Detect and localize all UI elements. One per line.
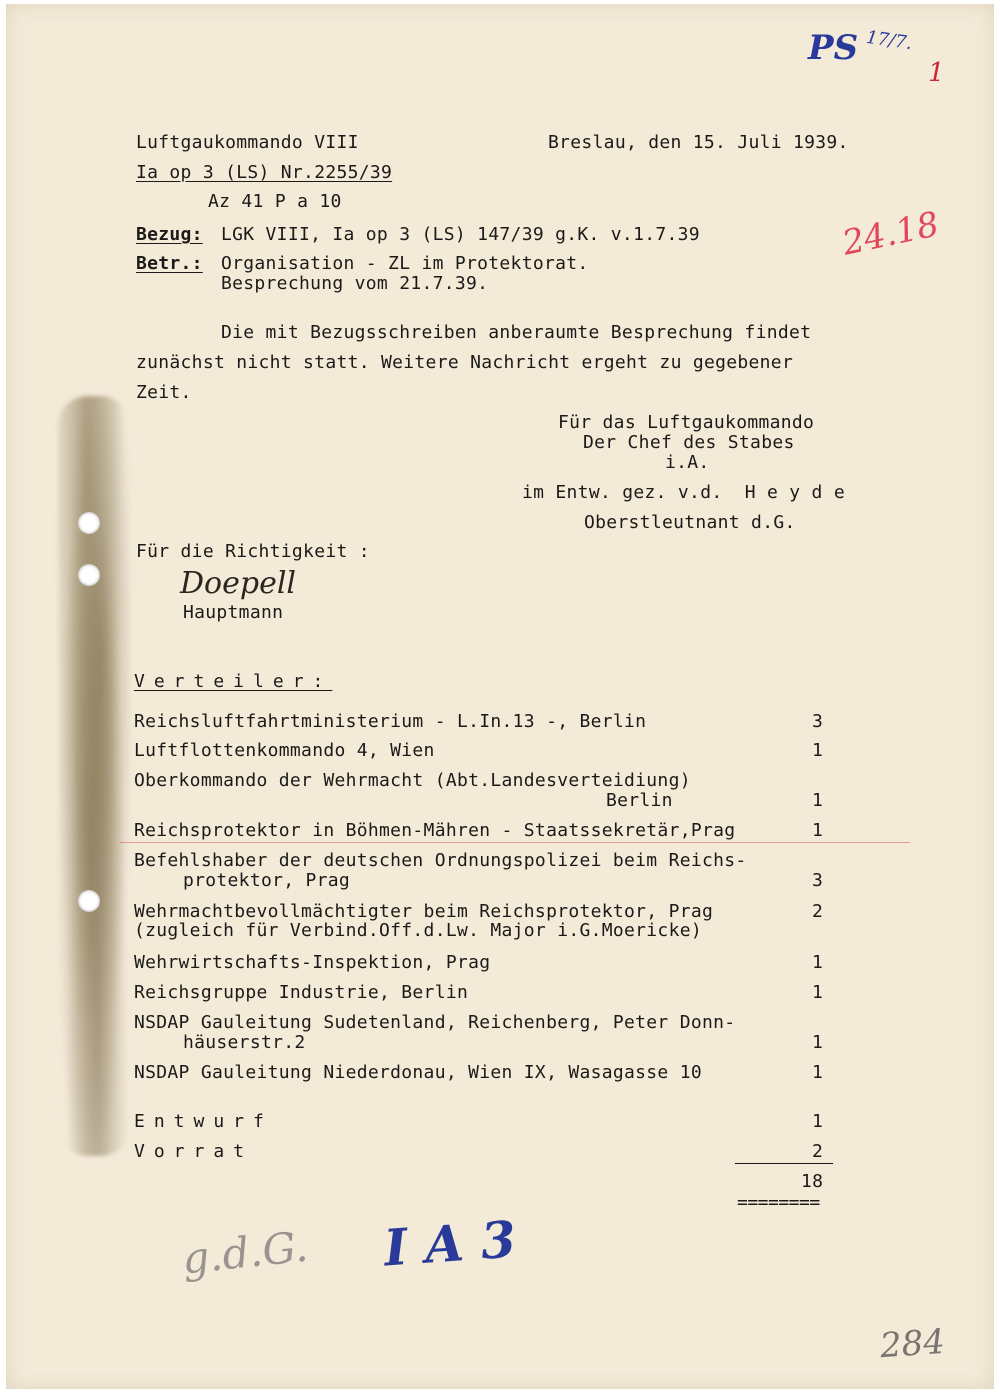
signature-line5: Oberstleutnant d.G. (584, 512, 796, 533)
signature-line1: Für das Luftgaukommando (558, 412, 815, 433)
entwurf-label: Entwurf (134, 1111, 273, 1132)
distribution-row-cont: Berlin (606, 790, 673, 811)
distribution-row: Reichsprotektor in Böhmen-Mähren - Staatssekretär,Prag (134, 820, 736, 841)
total-count: 18 (801, 1171, 824, 1192)
distribution-count: 3 (812, 870, 824, 891)
distribution-heading: Verteiler: (134, 671, 333, 692)
betreff-label: Betr.: (136, 253, 203, 274)
date-annotation: 17/7. (864, 26, 914, 55)
document-page (6, 4, 994, 1389)
betreff-line2: Besprechung vom 21.7.39. (221, 273, 489, 294)
number-annotation: 1 (928, 58, 945, 88)
distribution-row: Oberkommando der Wehrmacht (Abt.Landesverteidiung) (134, 770, 691, 791)
vorrat-label: Vorrat (134, 1141, 254, 1162)
punch-hole (78, 564, 100, 586)
distribution-row: Befehlshaber der deutschen Ordnungspolizei beim Reichs- (134, 850, 747, 871)
page-number: 284 (878, 1321, 947, 1367)
total-double-rule: ======== (737, 1192, 820, 1213)
handwritten-signature: Doepell (180, 566, 297, 601)
distribution-row: NSDAP Gauleitung Sudetenland, Reichenberg, Peter Donn- (134, 1012, 736, 1033)
distribution-count: 1 (812, 1062, 824, 1083)
distribution-count: 3 (812, 711, 824, 732)
distribution-row-cont: protektor, Prag (183, 870, 351, 891)
distribution-count: 1 (812, 952, 824, 973)
certification-rank: Hauptmann (183, 602, 284, 623)
vorrat-count: 2 (812, 1141, 824, 1162)
distribution-count: 1 (812, 1032, 824, 1053)
body-line1: Die mit Bezugsschreiben anberaumte Besprechung findet (221, 322, 812, 343)
sum-line (735, 1163, 833, 1164)
file-reference: Az 41 P a 10 (208, 191, 342, 212)
signature-line3: i.A. (665, 452, 710, 473)
bezug-text: LGK VIII, Ia op 3 (LS) 147/39 g.K. v.1.7.39 (221, 224, 700, 245)
distribution-count: 1 (812, 790, 824, 811)
distribution-row: Wehrwirtschafts-Inspektion, Prag (134, 952, 491, 973)
entwurf-count: 1 (812, 1111, 824, 1132)
distribution-row: NSDAP Gauleitung Niederdonau, Wien IX, Wasagasse 10 (134, 1062, 702, 1083)
distribution-count: 1 (812, 820, 824, 841)
distribution-row-cont: (zugleich für Verbind.Off.d.Lw. Major i.G.Moericke) (134, 920, 702, 941)
distribution-count: 1 (812, 982, 824, 1003)
sender: Luftgaukommando VIII (136, 132, 359, 153)
punch-hole (78, 512, 100, 534)
distribution-count: 1 (812, 740, 824, 761)
distribution-row: Reichsgruppe Industrie, Berlin (134, 982, 469, 1003)
initials-annotation: PS (808, 28, 859, 68)
distribution-row-cont: häuserstr.2 (183, 1032, 306, 1053)
place-date: Breslau, den 15. Juli 1939. (548, 132, 849, 153)
punch-hole (78, 890, 100, 912)
distribution-row: Luftflottenkommando 4, Wien (134, 740, 435, 761)
body-line2: zunächst nicht statt. Weitere Nachricht ergeht zu gegebener (136, 352, 794, 373)
water-stain (58, 396, 130, 1156)
certification-label: Für die Richtigkeit : (136, 541, 370, 562)
bezug-label: Bezug: (136, 224, 203, 245)
signature-line4: im Entw. gez. v.d. H e y d e (522, 482, 845, 503)
pencil-note: g.d.G. (179, 1221, 311, 1284)
reference-number: Ia op 3 (LS) Nr.2255/39 (136, 162, 393, 183)
red-pencil-mark: 24.18 (838, 204, 943, 264)
body-line3: Zeit. (136, 382, 192, 403)
betreff-line1: Organisation - ZL im Protektorat. (221, 253, 589, 274)
red-pencil-line (120, 842, 910, 843)
distribution-row: Wehrmachtbevollmächtigter beim Reichsprotektor, Prag (134, 901, 714, 922)
registry-stamp-mark: I A 3 (382, 1209, 518, 1278)
distribution-row: Reichsluftfahrtministerium - L.In.13 -, Berlin (134, 711, 647, 732)
distribution-count: 2 (812, 901, 824, 922)
signature-line2: Der Chef des Stabes (583, 432, 795, 453)
